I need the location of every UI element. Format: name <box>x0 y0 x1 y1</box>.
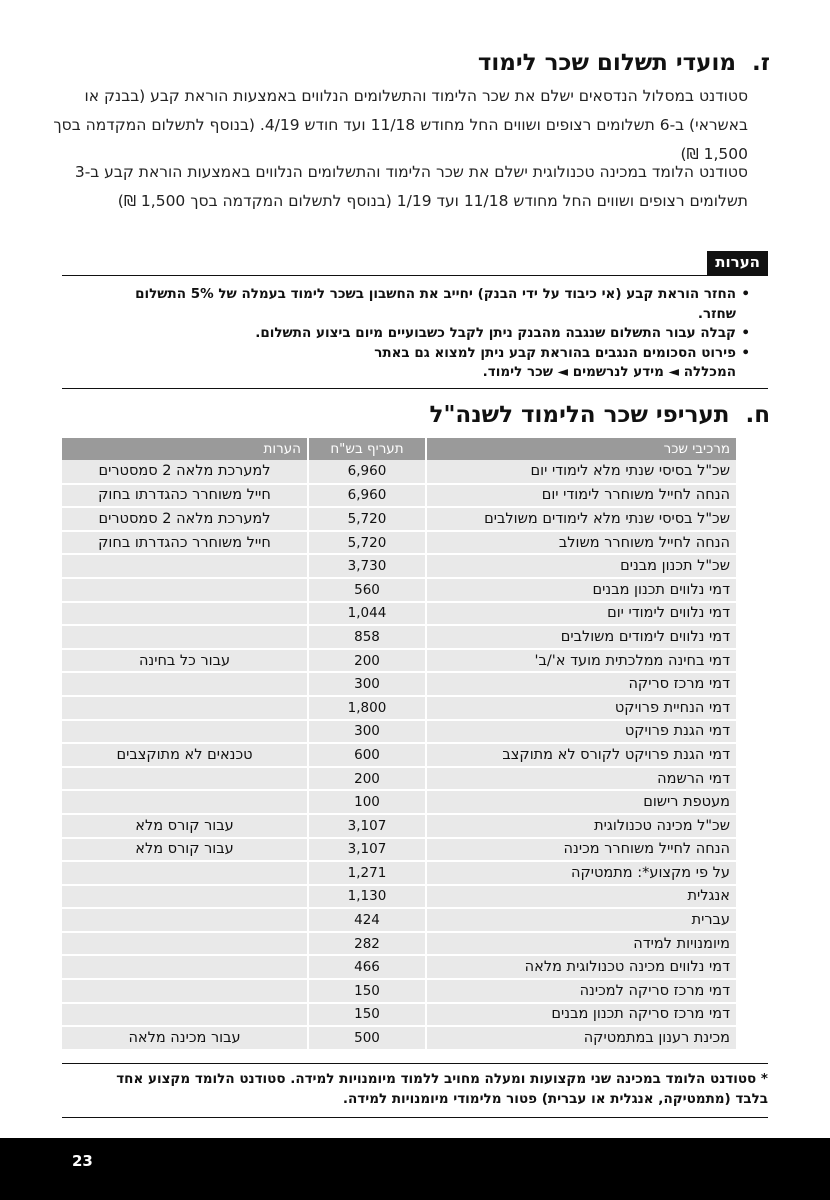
cell-notes: חייל משוחרר כהגדרתו בחוק <box>62 484 308 508</box>
footer-bar <box>0 1138 830 1200</box>
cell-price: 560 <box>308 578 426 602</box>
cell-price: 150 <box>308 1003 426 1027</box>
cell-component: דמי נלווים לימודי יום <box>426 602 736 626</box>
cell-notes <box>62 908 308 932</box>
notes-item: • החזר הוראת קבע (אי כיבוד על ידי הבנק) יחייב את החשבון בשכר לימוד בעמלה של 5% התשלום שחזר. <box>110 285 750 324</box>
cell-price: 1,800 <box>308 696 426 720</box>
table-row <box>62 885 736 909</box>
table-row <box>62 790 736 814</box>
cell-component: מכינת רענון במתמטיקה <box>426 1026 736 1050</box>
cell-price: 150 <box>308 979 426 1003</box>
table-row <box>62 554 736 578</box>
cell-component: דמי מרכז סריקה למכינה <box>426 979 736 1003</box>
cell-price: 1,271 <box>308 861 426 885</box>
table-header-row <box>62 438 736 460</box>
cell-component: דמי בחינה ממלכתית מועד א'/ב' <box>426 649 736 673</box>
cell-component: שכ"ל מכינה טכנולוגית <box>426 814 736 838</box>
table-row <box>62 861 736 885</box>
cell-price: 6,960 <box>308 484 426 508</box>
cell-notes: עבור מכינה מלאה <box>62 1026 308 1050</box>
cell-price: 300 <box>308 720 426 744</box>
table-row <box>62 955 736 979</box>
table-row <box>62 838 736 862</box>
cell-component: על פי מקצוע*: מתמטיקה <box>426 861 736 885</box>
column-header-notes: הערות <box>62 438 308 460</box>
cell-component: דמי הנחיית פרויקט <box>426 696 736 720</box>
cell-price: 300 <box>308 672 426 696</box>
cell-price: 200 <box>308 649 426 673</box>
cell-price: 500 <box>308 1026 426 1050</box>
cell-notes <box>62 696 308 720</box>
cell-price: 3,107 <box>308 838 426 862</box>
cell-price: 466 <box>308 955 426 979</box>
cell-component: שכ"ל תכנון מבנים <box>426 554 736 578</box>
table-row <box>62 908 736 932</box>
table-row <box>62 578 736 602</box>
column-header-component: מרכיבי שכר <box>426 438 736 460</box>
page-number: 23 <box>72 1152 93 1170</box>
cell-price: 1,130 <box>308 885 426 909</box>
cell-price: 282 <box>308 932 426 956</box>
section-z-paragraph-1: סטודנט במסלול הנדסאים ישלם את שכר הלימוד והתשלומים הנלווים באמצעות הוראת קבע (בבנק או באשראי) ב-6 תשלומים רצופים ושווים החל מחודש 11/18 ועד חודש 4/19. (בנוסף לתשלום המקדמה בסך 1,500 ₪) <box>53 87 748 163</box>
table-row <box>62 484 736 508</box>
section-h-heading <box>430 402 770 428</box>
table-row <box>62 814 736 838</box>
cell-price: 3,730 <box>308 554 426 578</box>
section-h-title: תעריפי שכר הלימוד לשנה"ל <box>429 402 730 428</box>
cell-notes <box>62 932 308 956</box>
cell-notes <box>62 861 308 885</box>
cell-component: הנחה לחייל משוחרר לימודי יום <box>426 484 736 508</box>
cell-notes: טכנאים לא מתוקצבים <box>62 743 308 767</box>
cell-component: מעטפת רישום <box>426 790 736 814</box>
cell-notes: עבור קורס מלא <box>62 814 308 838</box>
section-z-title: מועדי תשלום שכר לימוד <box>477 50 737 76</box>
notes-tag: הערות <box>707 251 768 275</box>
notes-item: • פירוט הסכומים הנגבים בהוראת קבע ניתן למצוא גם באתר המכללה ◄ מידע לנרשמים ◄ שכר לימוד. <box>370 344 750 383</box>
cell-component: דמי הרשמה <box>426 767 736 791</box>
cell-notes <box>62 1003 308 1027</box>
table-row <box>62 767 736 791</box>
cell-component: מיומנויות למידה <box>426 932 736 956</box>
cell-notes: חייל משוחרר כהגדרתו בחוק <box>62 531 308 555</box>
cell-notes <box>62 767 308 791</box>
cell-notes <box>62 625 308 649</box>
cell-price: 5,720 <box>308 531 426 555</box>
footnote: * סטודנט הלומד במכינה שני מקצועות ומעלה מחויב ללמוד מיומנויות למידה. סטודנט הלומד מקצוע אחד בלבד (מתמטיקה, אנגלית או עברית) פטור מלימודי מיומנויות למידה. <box>116 1071 768 1107</box>
table-row <box>62 625 736 649</box>
cell-component: דמי מרכז סריקה <box>426 672 736 696</box>
cell-component: דמי נלווים תכנון מבנים <box>426 578 736 602</box>
table-row <box>62 507 736 531</box>
cell-price: 3,107 <box>308 814 426 838</box>
cell-notes <box>62 885 308 909</box>
table-row <box>62 932 736 956</box>
cell-component: הנחה לחייל משוחרר משולב <box>426 531 736 555</box>
cell-price: 200 <box>308 767 426 791</box>
cell-price: 858 <box>308 625 426 649</box>
cell-price: 100 <box>308 790 426 814</box>
table-row <box>62 1026 736 1050</box>
cell-component: אנגלית <box>426 885 736 909</box>
table-row <box>62 696 736 720</box>
cell-price: 600 <box>308 743 426 767</box>
cell-component: דמי מרכז סריקה תכנון מבנים <box>426 1003 736 1027</box>
cell-notes <box>62 790 308 814</box>
cell-notes: עבור קורס מלא <box>62 838 308 862</box>
tuition-fees-table <box>62 438 736 1051</box>
cell-notes <box>62 672 308 696</box>
table-row <box>62 979 736 1003</box>
notes-bottom-divider <box>62 388 768 389</box>
table-row <box>62 1003 736 1027</box>
cell-price: 6,960 <box>308 460 426 484</box>
cell-notes: עבור כל בחינה <box>62 649 308 673</box>
cell-notes <box>62 602 308 626</box>
table-row <box>62 649 736 673</box>
section-z-paragraph-2: סטודנט הלומד במכינה טכנולוגית ישלם את שכר הלימוד והתשלומים הנלווים באמצעות הוראת קבע ב-3 תשלומים רצופים ושווים החל מחודש 11/18 ועד 1/19 (בנוסף לתשלום המקדמה בסך 1,500 ₪) <box>74 163 748 210</box>
notes-list <box>110 285 750 383</box>
cell-notes <box>62 554 308 578</box>
cell-component: שכ"ל בסיסי שנתי מלא לימודי יום <box>426 460 736 484</box>
table-row <box>62 672 736 696</box>
cell-component: הנחה לחייל משוחרר מכינה <box>426 838 736 862</box>
cell-notes <box>62 955 308 979</box>
cell-component: דמי הגנת פרויקט <box>426 720 736 744</box>
cell-component: שכ"ל בסיסי שנתי מלא לימודים משולבים <box>426 507 736 531</box>
cell-component: דמי הגנת פרויקט לקורס לא מתוקצב <box>426 743 736 767</box>
cell-notes: למערכת מלאה 2 סמסטרים <box>62 460 308 484</box>
cell-notes: למערכת מלאה 2 סמסטרים <box>62 507 308 531</box>
cell-price: 424 <box>308 908 426 932</box>
cell-notes <box>62 578 308 602</box>
column-header-price: תעריף בש"ח <box>308 438 426 460</box>
cell-component: דמי נלווים לימודים משולבים <box>426 625 736 649</box>
cell-notes <box>62 979 308 1003</box>
footnote-bottom-divider <box>62 1117 768 1118</box>
notes-top-divider <box>62 275 768 276</box>
footnote-top-divider <box>62 1063 768 1064</box>
cell-notes <box>62 720 308 744</box>
cell-price: 1,044 <box>308 602 426 626</box>
section-z-letter: ז. <box>752 50 770 76</box>
cell-price: 5,720 <box>308 507 426 531</box>
section-z-heading <box>478 50 770 76</box>
cell-component: עברית <box>426 908 736 932</box>
table-row <box>62 460 736 484</box>
table-row <box>62 720 736 744</box>
table-row <box>62 743 736 767</box>
table-row <box>62 602 736 626</box>
section-h-letter: ח. <box>745 402 770 428</box>
notes-item: • קבלה עבור התשלום שנגבה מהבנק ניתן לקבל כשבועיים מיום ביצוע התשלום. <box>110 324 750 344</box>
table-row <box>62 531 736 555</box>
cell-component: דמי נלווים מכינה טכנולוגית מלאה <box>426 955 736 979</box>
